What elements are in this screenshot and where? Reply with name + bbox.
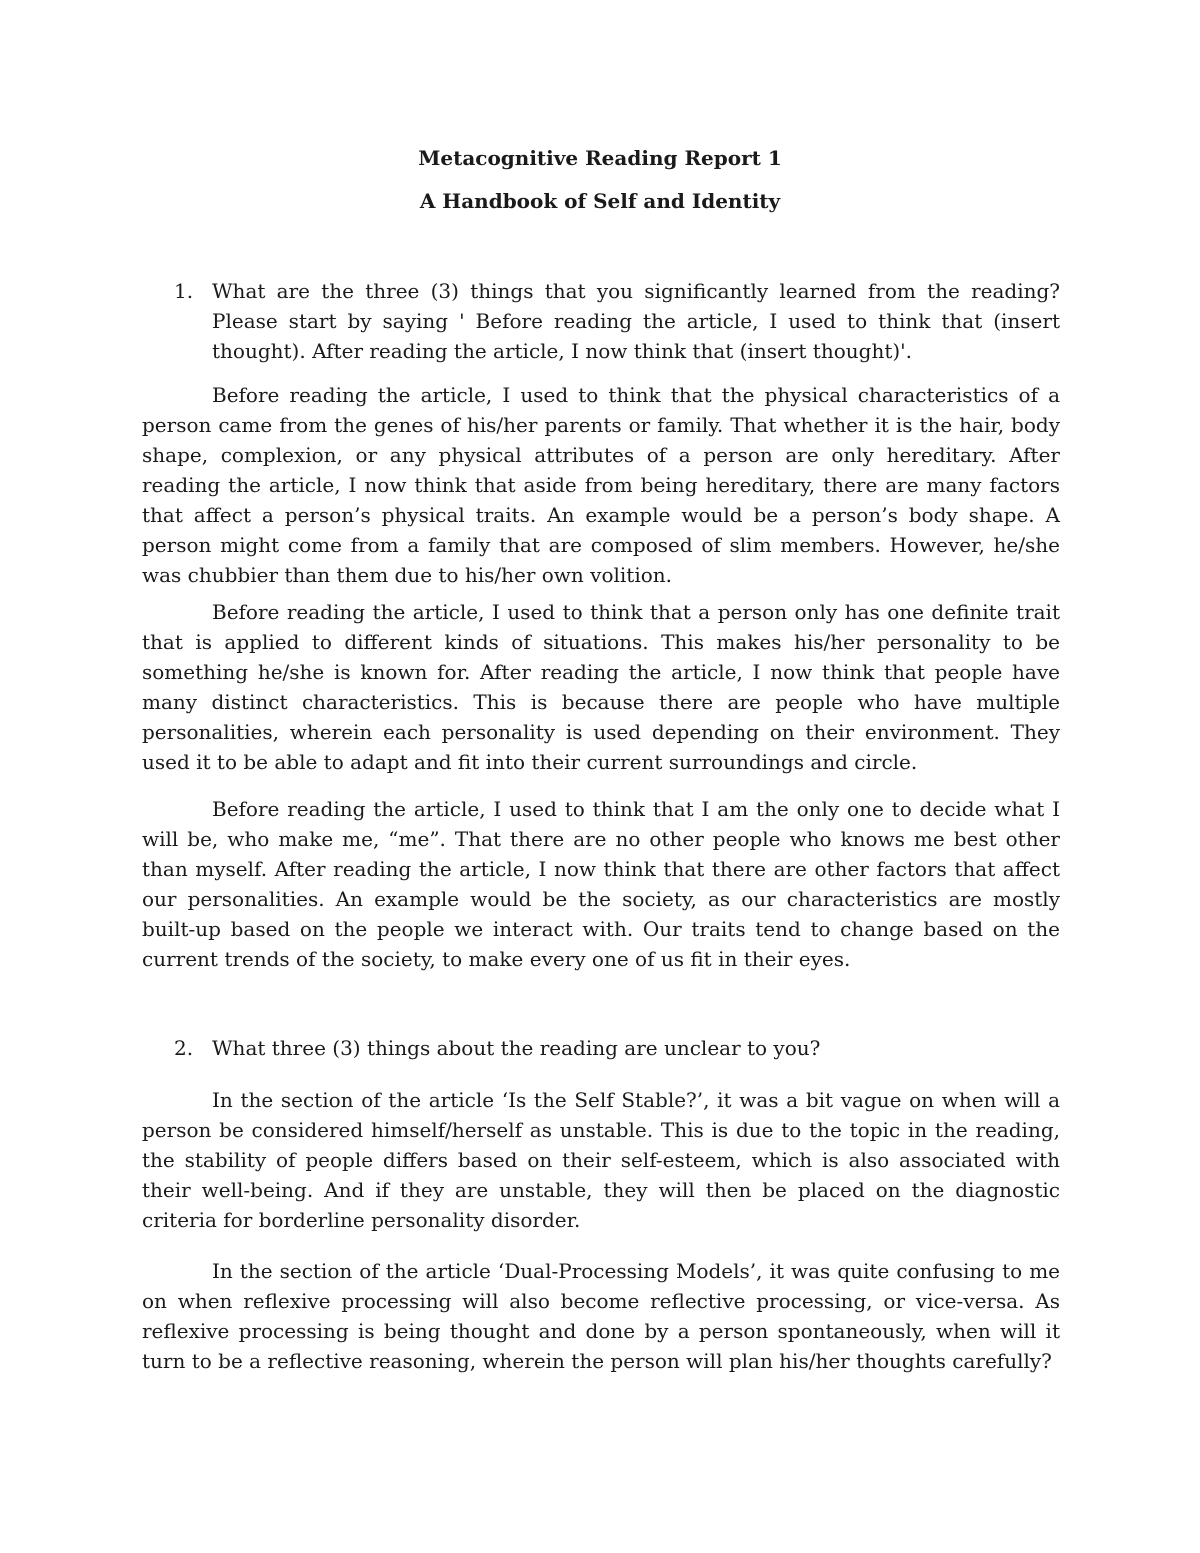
document-subtitle: A Handbook of Self and Identity [419,189,781,213]
question-1-number: 1. [174,279,194,303]
question-2-text: What three (3) things about the reading are unclear to you? [212,1036,821,1060]
question-1-text: What are the three (3) things that you significantly learned from the reading? Please start by saying ' Before reading the article, I used to think that (insert thought). After reading the article, I now think that (insert thought)'. [212,279,1060,363]
answer-2-paragraph-1: In the section of the article ‘Is the Self Stable?’, it was a bit vague on when will a person be considered himself/herself as unstable. This is due to the topic in the reading, the stability of people differs based on their self-esteem, which is also associated with their well-being. And if they are unstable, they will then be placed on the diagnostic criteria for borderline personality disorder. [142,1088,1060,1232]
question-2-number: 2. [174,1036,194,1060]
answer-1-paragraph-1: Before reading the article, I used to think that the physical characteristics of a person came from the genes of his/her parents or family. That whether it is the hair, body shape, complexion, or any physical attributes of a person are only hereditary. After reading the article, I now think that aside from being hereditary, there are many factors that affect a person’s physical traits. An example would be a person’s body shape. A person might come from a family that are composed of slim members. However, he/she was chubbier than them due to his/her own volition. [142,383,1060,587]
document-title: Metacognitive Reading Report 1 [418,146,782,170]
answer-1-paragraph-2: Before reading the article, I used to think that a person only has one definite trait that is applied to different kinds of situations. This makes his/her personality to be something he/she is known for. After reading the article, I now think that people have many distinct characteristics. This is because there are people who have multiple personalities, wherein each personality is used depending on their environment. They used it to be able to adapt and fit into their current surroundings and circle. [142,600,1060,774]
answer-1-paragraph-3: Before reading the article, I used to think that I am the only one to decide what I will be, who make me, “me”. That there are no other people who knows me best other than myself. After reading the article, I now think that there are other factors that affect our personalities. An example would be the society, as our characteristics are mostly built-up based on the people we interact with. Our traits tend to change based on the current trends of the society, to make every one of us fit in their eyes. [142,797,1060,971]
answer-2-paragraph-2: In the section of the article ‘Dual-Processing Models’, it was quite confusing to me on when reflexive processing will also become reflective processing, or vice-versa. As reflexive processing is being thought and done by a person spontaneously, when will it turn to be a reflective reasoning, wherein the person will plan his/her thoughts carefully? [142,1259,1060,1373]
